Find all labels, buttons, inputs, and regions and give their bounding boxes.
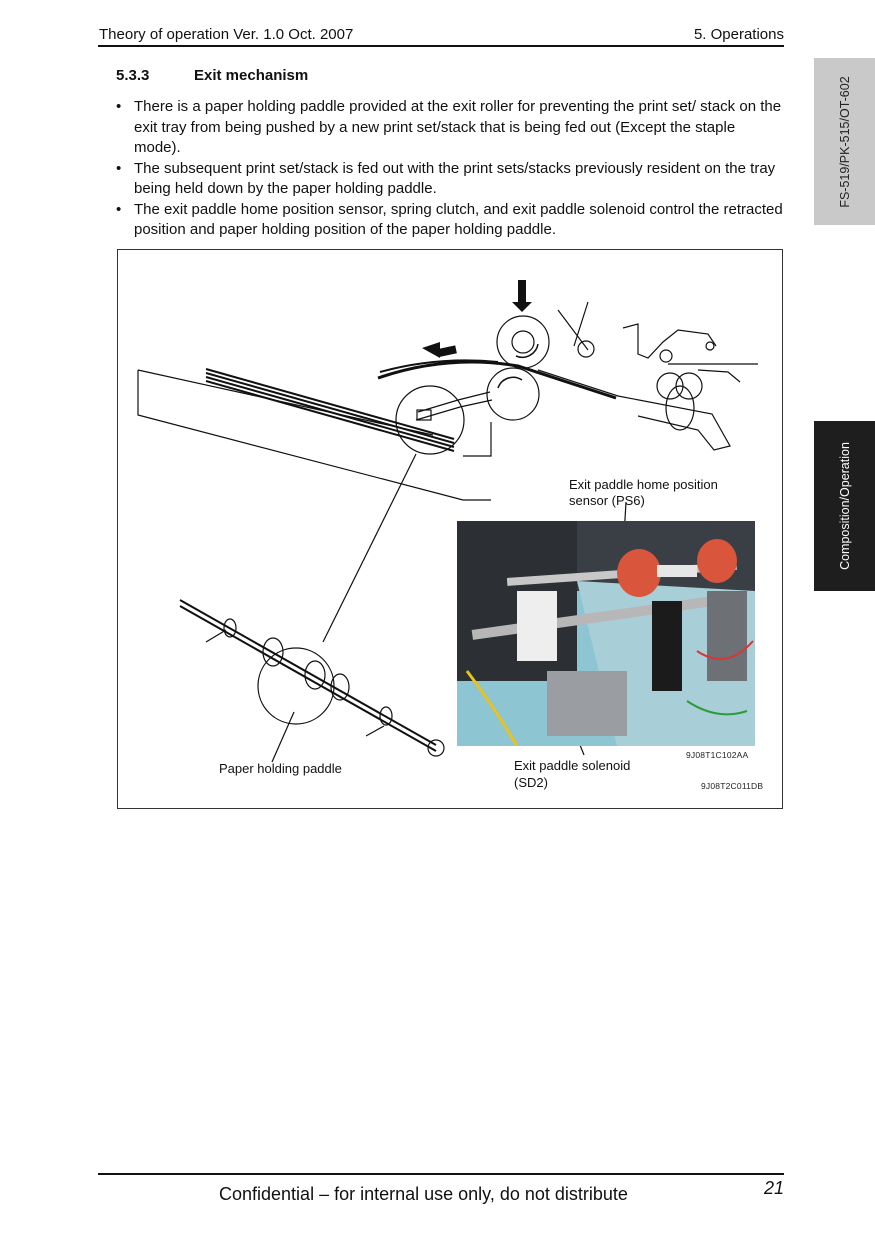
- header-rule: [98, 45, 784, 47]
- bullet-symbol: •: [116, 98, 122, 115]
- list-item: [116, 97, 786, 159]
- upper-exit-roller: [497, 316, 549, 368]
- mechanism-photo: [457, 521, 755, 746]
- fed-sheet-path: [378, 362, 616, 398]
- solenoid-label-line2: (SD2): [514, 775, 548, 790]
- sensor-label-line1: Exit paddle home position: [569, 477, 718, 492]
- bullet-text: The subsequent print set/stack is fed out with the print sets/stacks previously resident on the tray being held down by the paper holding paddle.: [134, 159, 776, 197]
- footer-confidential: Confidential – for internal use only, do not distribute: [219, 1184, 628, 1204]
- exit-direction-arrow: [422, 342, 457, 358]
- solenoid-label-line1: Exit paddle solenoid: [514, 758, 631, 773]
- list-item: [116, 200, 786, 241]
- running-header-chapter: 5. Operations: [693, 26, 784, 43]
- bullet-text: There is a paper holding paddle provided at the exit roller for preventing the print set/ stack on the exit tray from being pushed by a new print set/stack that is being fed out (Except the staple mode).: [134, 98, 782, 156]
- paddle-label: Paper holding paddle: [219, 761, 342, 776]
- exit-mechanism-figure: [117, 249, 783, 809]
- figure-code: 9J08T2C011DB: [701, 781, 764, 791]
- photo-roller-right: [697, 539, 737, 583]
- photo-roller-left: [617, 549, 661, 597]
- footer-rule: [98, 1173, 784, 1175]
- bullet-text: The exit paddle home position sensor, spring clutch, and exit paddle solenoid control the retracted position and paper holding position of the paper holding paddle.: [134, 200, 783, 238]
- feed-arrow-down: [512, 280, 532, 312]
- section-number: 5.3.3: [116, 67, 150, 84]
- lower-exit-roller: [487, 368, 539, 420]
- page-number: 21: [763, 1178, 784, 1198]
- paddle-label-leader: [272, 712, 294, 762]
- side-tab-model-label: FS-519/PK-515/OT-602: [837, 75, 852, 208]
- side-tab-chapter-label: Composition/Operation: [837, 442, 852, 570]
- list-item: [116, 159, 786, 200]
- section-title: Exit mechanism: [194, 67, 309, 84]
- side-tab-chapter: [814, 421, 875, 591]
- photo-code: 9J08T1C102AA: [686, 750, 749, 760]
- side-tab-model: [814, 58, 875, 225]
- detail-leader: [323, 454, 416, 642]
- running-header-title: Theory of operation Ver. 1.0 Oct. 2007: [99, 26, 354, 43]
- paddle-shaft: [180, 600, 436, 745]
- bullet-symbol: •: [116, 200, 122, 218]
- bullet-symbol: •: [116, 159, 122, 177]
- sensor-label-line2: sensor (PS6): [569, 493, 645, 508]
- bullet-list: [116, 97, 786, 241]
